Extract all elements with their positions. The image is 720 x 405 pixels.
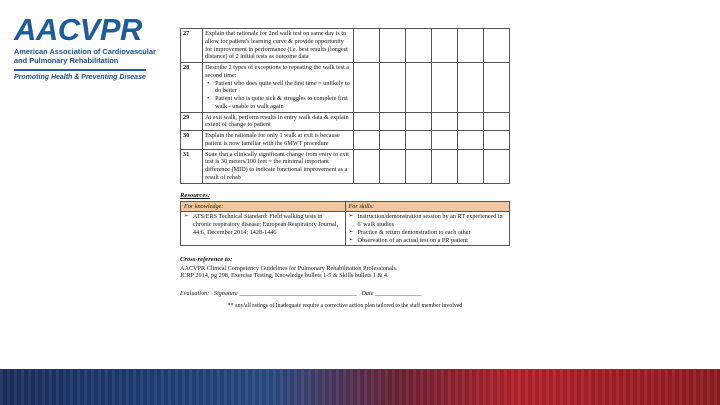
rating-cell	[431, 63, 457, 113]
rating-cell	[457, 29, 483, 63]
item-description	[203, 112, 353, 131]
logo-org-line1: American Association of Cardiovascular	[14, 47, 156, 56]
rating-cell	[379, 29, 405, 63]
checklist-row	[181, 63, 510, 113]
item-number: 29	[181, 112, 203, 131]
item-number: 31	[181, 149, 203, 183]
item-text: At exit walk, perform results in entry walk data & explain extent of change to patient	[205, 113, 349, 129]
rating-cell	[379, 63, 405, 113]
rating-cell	[457, 131, 483, 150]
cross-reference-title: Cross-reference to:	[180, 256, 233, 264]
skills-cell	[345, 212, 510, 246]
skills-resource-item: ➢ Practice & return demonstration to each other	[349, 229, 507, 237]
competency-document	[180, 28, 510, 310]
footnote: ** any/all ratings of Inadequate require a corrective action plan tailored to the staff member involved	[227, 302, 463, 309]
item-description	[203, 63, 353, 113]
cross-reference-line1: AACVPR Clinical Competency Guidelines for Pulmonary Rehabilitation Professionals.	[180, 264, 398, 272]
cross-reference-line2: JCRP 2014, pg 298, Exercise Testing, Knowledge bullets 1-5 & Skills bullets 1 & 4.	[180, 272, 389, 280]
skills-resource-item: ➢ Instruction/demonstration session by an RT experienced in 6' walk studies	[349, 213, 507, 229]
rating-cell	[431, 131, 457, 150]
rating-cell	[353, 63, 379, 113]
item-text: Explain the rationale for only 1 walk at exit is because patient is now familiar with the 6MWT procedure	[205, 132, 340, 147]
date-label: Date	[361, 290, 374, 298]
resources-heading: Resources:	[180, 191, 211, 199]
rating-cell	[405, 29, 431, 63]
rating-cell	[353, 29, 379, 63]
rating-cell	[457, 149, 483, 183]
footer-decorative-band	[0, 369, 720, 405]
rating-cell	[405, 131, 431, 150]
rating-cell	[483, 112, 509, 131]
competency-checklist-table	[180, 28, 510, 184]
checklist-row	[181, 149, 510, 183]
checklist-row	[181, 29, 510, 63]
rating-cell	[431, 29, 457, 63]
evaluation-label: Evaluation:	[180, 290, 210, 298]
logo-divider	[14, 69, 146, 71]
rating-cell	[457, 63, 483, 113]
rating-cell	[483, 131, 509, 150]
rating-cell	[379, 112, 405, 131]
knowledge-header: For knowledge:	[181, 201, 346, 212]
checklist-row	[181, 112, 510, 131]
rating-cell	[379, 149, 405, 183]
rating-cell	[405, 112, 431, 131]
rating-cell	[353, 149, 379, 183]
item-number: 30	[181, 131, 203, 150]
knowledge-cell	[181, 212, 346, 246]
rating-cell	[483, 149, 509, 183]
item-text: Explain that rationale for 2nd walk test on same day is to allow for patient's learning curve & provide opportunity for improvement in performance (i.e. best results (longest distance) of 2 initial tests as outcome data	[205, 30, 348, 61]
rating-cell	[431, 112, 457, 131]
checklist-row	[181, 131, 510, 150]
item-bullet: • Patient who does quite well the first time = unlikely to do better	[205, 80, 350, 96]
aacvpr-logo	[14, 14, 164, 81]
item-number: 27	[181, 29, 203, 63]
skills-header: For skills:	[345, 201, 510, 212]
skills-resource-item: ➢ Observation of an actual test on a PR patient	[349, 237, 507, 245]
evaluation-line: Evaluation: Signature ______________________________________ Date _______________	[180, 290, 422, 298]
item-text: Describe 2 types of exceptions to repeating the walk test a second time:	[205, 64, 350, 79]
resources-table	[180, 201, 510, 247]
knowledge-resource-item: ➢ ATS/ERS Technical Standard: Field walking tests in chronic respiratory disease; European Respiratory Journal, 44:6, December 2014; 1428-1446	[184, 213, 342, 236]
rating-cell	[483, 63, 509, 113]
rating-cell	[379, 131, 405, 150]
rating-cell	[353, 112, 379, 131]
item-text: State that a clinically significant change from entry to exit test is 30 meters/100 feet = the minimal important difference (MID) to indicate functional improvement as a result of rehab	[205, 150, 349, 181]
logo-wordmark: AACVPR	[14, 12, 142, 47]
rating-cell	[431, 149, 457, 183]
item-description	[203, 149, 353, 183]
logo-tagline: Promoting Health & Preventing Disease	[14, 74, 146, 82]
item-number: 28	[181, 63, 203, 113]
rating-cell	[405, 63, 431, 113]
rating-cell	[457, 112, 483, 131]
item-description	[203, 29, 353, 63]
item-description	[203, 131, 353, 150]
logo-org-line2: and Pulmonary Rehabilitation	[14, 55, 119, 65]
rating-cell	[483, 29, 509, 63]
cross-reference	[180, 256, 510, 280]
signature-label: Signature	[213, 290, 238, 298]
rating-cell	[353, 131, 379, 150]
item-bullet: • Patient who is quite sick & struggles to complete first walk - unable to walk again	[205, 95, 350, 111]
rating-cell	[405, 149, 431, 183]
logo-org-name	[14, 48, 164, 65]
